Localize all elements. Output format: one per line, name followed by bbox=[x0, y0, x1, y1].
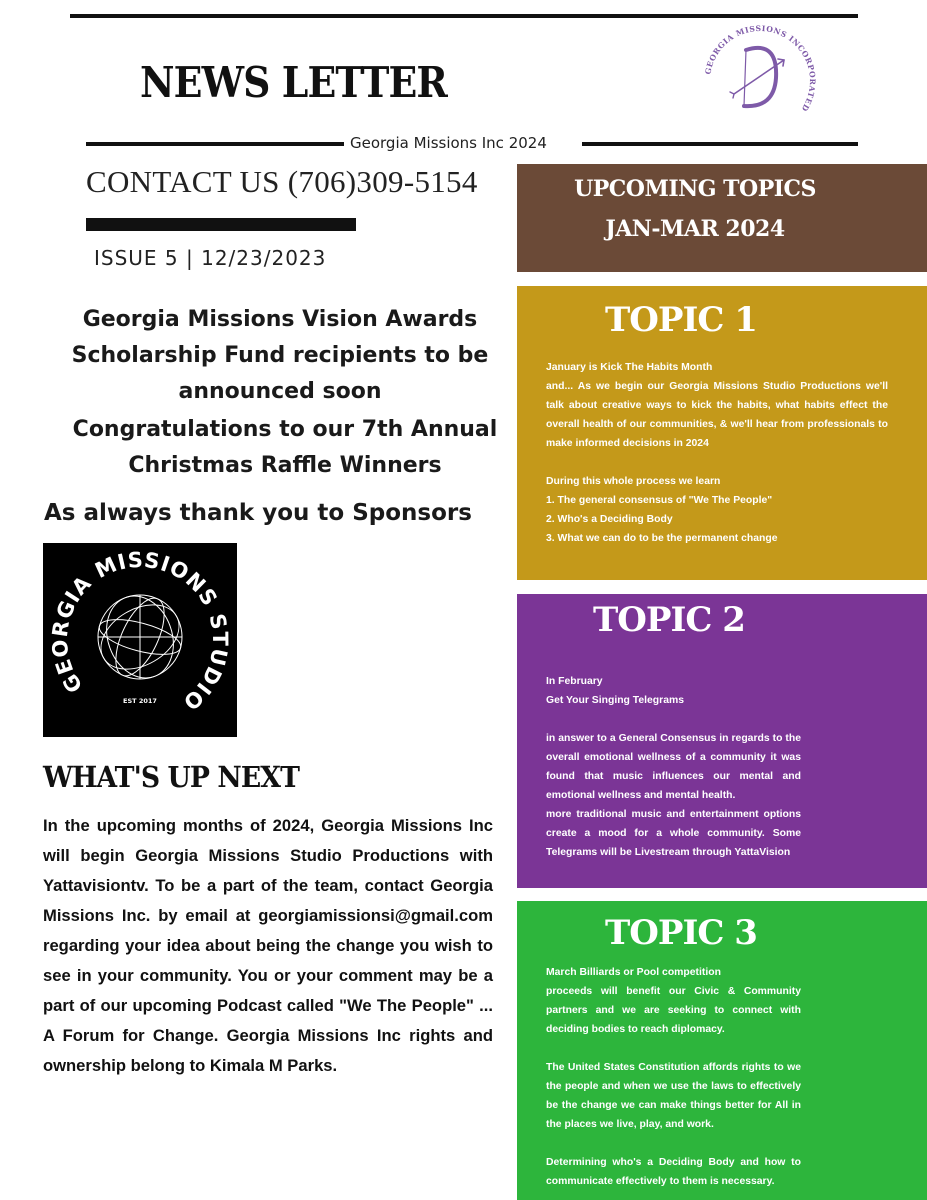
topic-1-panel bbox=[517, 286, 927, 580]
topic-2-panel bbox=[517, 594, 927, 888]
topic-1-title: TOPIC 1 bbox=[605, 300, 757, 340]
topic-2-details: more traditional music and entertainment options create a mood for a whole community. Some Telegrams will be Livestream through YattaVision bbox=[546, 809, 801, 858]
contact-underline-bar bbox=[86, 218, 356, 231]
globe-icon bbox=[90, 587, 191, 688]
topic-1-list-item: 2. Who's a Deciding Body bbox=[546, 514, 673, 525]
upcoming-topics-heading: UPCOMING TOPICS bbox=[574, 176, 816, 202]
topic-3-panel bbox=[517, 901, 927, 1200]
topic-1-list-item: 1. The general consensus of "We The People" bbox=[546, 495, 773, 506]
topic-1-intro: January is Kick The Habits Month bbox=[546, 362, 713, 373]
topic-1-description: and... As we begin our Georgia Missions Studio Productions we'll talk about creative ways to kick the habits, what habits effect the overall health of our communities, & we'll hear from professionals to make informed decisions in 2024 bbox=[546, 381, 888, 449]
newsletter-subtitle: Georgia Missions Inc 2024 bbox=[350, 134, 547, 152]
svg-text:GEORGIA MISSIONS INCORPORATED bbox=[703, 24, 817, 113]
newsletter-title: NEWS LETTER bbox=[140, 58, 447, 107]
georgia-missions-studio-logo bbox=[43, 543, 237, 737]
whats-up-next-heading: WHAT'S UP NEXT bbox=[43, 760, 300, 794]
top-divider bbox=[70, 14, 858, 18]
topic-1-process: During this whole process we learn bbox=[546, 476, 721, 487]
upcoming-topics-panel bbox=[517, 164, 927, 272]
topic-3-deciding-body: Determining who's a Deciding Body and how to communicate effectively to them is necessary. bbox=[546, 1157, 801, 1187]
topic-2-subject: Get Your Singing Telegrams bbox=[546, 695, 684, 706]
issue-number-date: ISSUE 5 | 12/23/2023 bbox=[94, 246, 327, 270]
subtitle-divider-left bbox=[86, 142, 344, 146]
topic-3-description: proceeds will benefit our Civic & Community partners and we are seeking to connect with deciding bodies to reach diplomacy. bbox=[546, 986, 801, 1035]
topic-2-month: In February bbox=[546, 676, 603, 687]
studio-ring-text: GEORGIA MISSIONS STUDIO bbox=[47, 547, 233, 716]
topic-2-description: in answer to a General Consensus in regards to the overall emotional wellness of a community it was found that music influences our mental and emotional wellness and mental health. bbox=[546, 733, 801, 801]
contact-phone: CONTACT US (706)309-5154 bbox=[86, 164, 478, 199]
subtitle-divider-right bbox=[582, 142, 858, 146]
topic-1-list-item: 3. What we can do to be the permanent change bbox=[546, 533, 778, 544]
topic-2-body bbox=[546, 672, 801, 862]
bow-and-arrow-icon bbox=[730, 48, 784, 106]
georgia-missions-logo bbox=[690, 22, 830, 140]
scholarship-announcement: Georgia Missions Vision Awards Scholarship Fund recipients to be announced soon bbox=[71, 307, 489, 404]
topic-3-body bbox=[546, 963, 801, 1191]
sponsors-thanks: As always thank you to Sponsors bbox=[44, 500, 472, 526]
upcoming-topics-range: JAN-MAR 2024 bbox=[605, 216, 785, 242]
studio-est-label: EST 2017 bbox=[123, 697, 157, 705]
raffle-announcement: Congratulations to our 7th Annual Christmas Raffle Winners bbox=[72, 417, 498, 478]
topic-1-body bbox=[546, 358, 888, 548]
whats-up-next-body: In the upcoming months of 2024, Georgia Missions Inc will begin Georgia Missions Studio Productions with Yattavisiontv. To be a part of the team, contact Georgia Missions Inc. by email at georgiamissionsi@gmail.com regarding your idea about being the change you wish to see in your community. You or your comment may be a part of our upcoming Podcast called "We The People" ... A Forum for Change. Georgia Missions Inc rights and ownership belong to Kimala M Parks. bbox=[43, 816, 493, 1075]
topic-3-title: TOPIC 3 bbox=[605, 913, 757, 953]
logo-ring-text: GEORGIA MISSIONS INCORPORATED bbox=[703, 23, 818, 114]
topic-3-month: March Billiards or Pool competition bbox=[546, 967, 721, 978]
topic-3-constitution: The United States Constitution affords rights to we the people and when we use the laws to effectively be the change we can make things better for All in the places we live, play, and work. bbox=[546, 1062, 801, 1130]
topic-2-title: TOPIC 2 bbox=[593, 600, 745, 640]
